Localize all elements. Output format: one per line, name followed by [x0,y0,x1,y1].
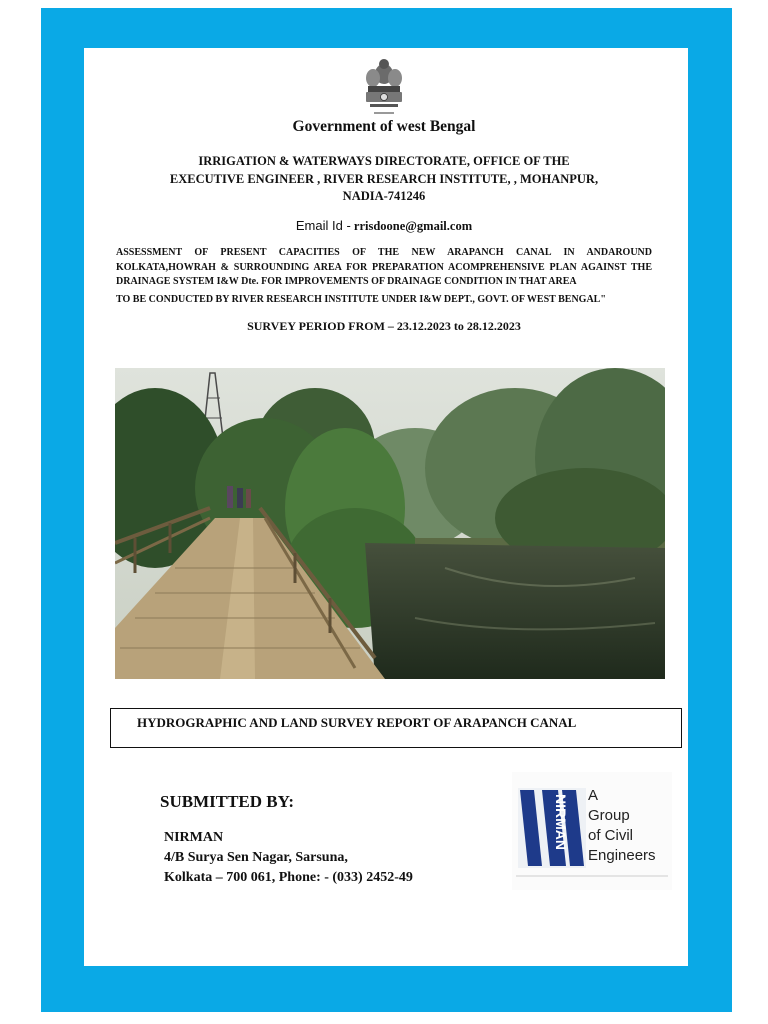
office-line: EXECUTIVE ENGINEER , RIVER RESEARCH INSTITUTE, , MOHANPUR, [169,171,599,186]
survey-period: SURVEY PERIOD FROM – 23.12.2023 to 28.12.2023 [247,319,521,333]
logo-brand-text: NIRMAN [553,794,569,850]
submitter-address [164,828,413,888]
submitter-line: NIRMAN [164,830,224,845]
assessment-conducted-by: TO BE CONDUCTED BY RIVER RESEARCH INSTITUTE UNDER I&W DEPT., GOVT. OF WEST BENGAL" [116,293,606,305]
office-line: NADIA-741246 [342,189,426,203]
submitter-line: Kolkata – 700 061, Phone: - (033) 2452-49 [164,870,413,885]
canal-bridge-photo [115,368,665,679]
logo-tagline-line: Group [588,807,630,824]
report-title: HYDROGRAPHIC AND LAND SURVEY REPORT OF ARAPANCH CANAL [137,715,577,730]
email-label: Email Id - [295,218,351,233]
assessment-text: ASSESSMENT OF PRESENT CAPACITIES OF THE NEW ARAPANCH CANAL IN ANDAROUND KOLKATA,HOWRAH & SURROUNDING AREA FOR PREPARATION ACOMPREHENSIVE PLAN AGAINST THE DRAINAGE SYSTEM I&W Dte. FOR IMPROVEMENTS OF DRAINAGE CONDITION IN THAT AREA [116,247,652,287]
nirman-logo [512,772,672,890]
submitter-line: 4/B Surya Sen Nagar, Sarsuna, [164,850,348,865]
report-title-box [110,708,682,748]
logo-tagline [588,786,656,866]
email-address[interactable]: rrisdoone@gmail.com [353,219,473,233]
office-line: IRRIGATION & WATERWAYS DIRECTORATE, OFFICE OF THE [198,154,570,168]
logo-tagline-line: A [588,787,599,804]
logo-tagline-line: of Civil [588,827,634,844]
email-line [0,218,768,234]
logo-tagline-line: Engineers [588,847,656,864]
page-title: Government of west Bengal [292,118,476,135]
assessment-description [116,246,652,307]
state-emblem-icon [362,54,406,120]
submitted-by-heading: SUBMITTED BY: [160,792,294,811]
office-address [150,153,618,206]
